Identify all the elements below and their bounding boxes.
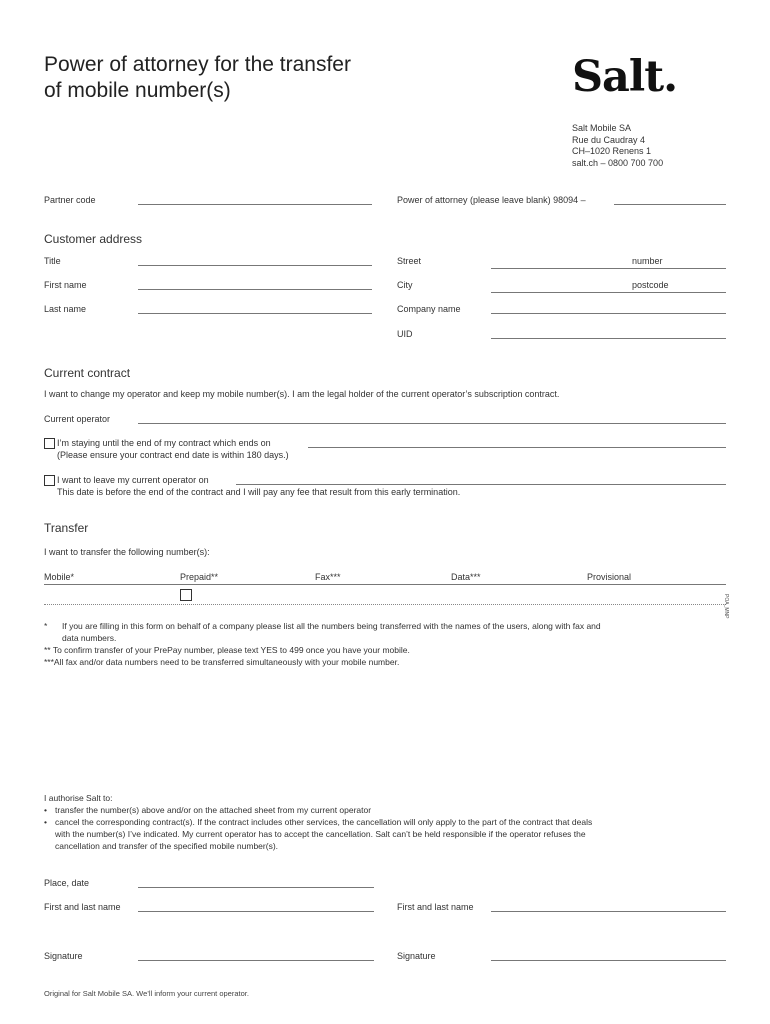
title-line-2: of mobile number(s): [44, 79, 231, 102]
footnote-1-line2: data numbers.: [62, 633, 117, 643]
address-line: CH–1020 Renens 1: [572, 146, 652, 156]
first-name-field[interactable]: [138, 289, 372, 290]
column-prepaid: Prepaid**: [180, 572, 219, 582]
last-name-field[interactable]: [138, 313, 372, 314]
title-label: Title: [44, 256, 61, 266]
postcode-label: postcode: [632, 280, 669, 290]
option2-line1: I want to leave my current operator on: [57, 475, 209, 485]
street-field[interactable]: [491, 268, 726, 269]
stay-until-end-checkbox[interactable]: [44, 438, 55, 449]
current-operator-label: Current operator: [44, 414, 111, 424]
footnote-1-line1: If you are filling in this form on behalf of a company please list all the numbers being transferred with the names of the users, along with fax and: [62, 621, 601, 631]
first-last-name-field-right[interactable]: [491, 911, 726, 912]
bullet-icon: •: [44, 817, 47, 827]
footnote-3: ***All fax and/or data numbers need to be transferred simultaneously with your mobile number.: [44, 657, 400, 667]
leave-early-checkbox[interactable]: [44, 475, 55, 486]
signature-label-left: Signature: [44, 951, 83, 961]
first-last-name-field-left[interactable]: [138, 911, 374, 912]
prepaid-checkbox[interactable]: [180, 589, 192, 601]
customer-address-heading: Customer address: [44, 232, 143, 246]
address-line: salt.ch – 0800 700 700: [572, 157, 664, 168]
footnote-2: ** To confirm transfer of your PrePay number, please text YES to 499 once you have your mobile.: [44, 645, 410, 655]
bullet-2-line1: cancel the corresponding contract(s). If the contract includes other services, the cancellation will only apply to the part of the contract that deals: [55, 817, 593, 827]
signature-field-right[interactable]: [491, 960, 726, 961]
authorise-intro: I authorise Salt to:: [44, 793, 113, 803]
city-field[interactable]: [491, 292, 726, 293]
column-fax: Fax***: [315, 572, 341, 582]
current-operator-field[interactable]: [138, 423, 726, 424]
partner-code-label: Partner code: [44, 195, 96, 205]
bullet-2-line3: cancellation and transfer of the specified mobile number(s).: [55, 841, 279, 851]
contract-end-date-field[interactable]: [308, 447, 726, 448]
city-label: City: [397, 280, 413, 290]
poa-number-field[interactable]: [614, 204, 726, 205]
option1-line2: (Please ensure your contract end date is within 180 days.): [57, 450, 289, 460]
title-field[interactable]: [138, 265, 372, 266]
column-mobile: Mobile*: [44, 572, 75, 582]
address-line: Salt Mobile SA: [572, 123, 632, 133]
first-last-name-label-left: First and last name: [44, 902, 121, 912]
footnote-1: [62, 620, 727, 644]
column-data: Data***: [451, 572, 481, 582]
poa-label: Power of attorney (please leave blank) 98094 –: [397, 195, 586, 205]
form-code: POA_MNP: [723, 594, 729, 619]
transfer-heading: Transfer: [44, 521, 89, 535]
street-label: Street: [397, 256, 422, 266]
title-line-1: Power of attorney for the transfer: [44, 53, 351, 76]
transfer-intro: I want to transfer the following number(s):: [44, 547, 210, 557]
page-title: [44, 52, 351, 104]
bullet-2-line2: with the number(s) I’ve indicated. My current operator has to accept the cancellation. Salt can’t be held responsible if the operator refuses the: [55, 829, 586, 839]
partner-code-field[interactable]: [138, 204, 372, 205]
company-address: [572, 123, 663, 169]
number-label: number: [632, 256, 663, 266]
signature-field-left[interactable]: [138, 960, 374, 961]
place-date-field[interactable]: [138, 887, 374, 888]
uid-label: UID: [397, 329, 413, 339]
option2-line2: This date is before the end of the contract and I will pay any fee that result from this early termination.: [57, 487, 461, 497]
contract-intro: I want to change my operator and keep my mobile number(s). I am the legal holder of the current operator’s subscription contract.: [44, 389, 560, 399]
address-line: Rue du Caudray 4: [572, 134, 646, 145]
uid-field[interactable]: [491, 338, 726, 339]
column-provisional: Provisional: [587, 572, 632, 582]
option1-line1: I’m staying until the end of my contract which ends on: [57, 438, 271, 448]
bullet-icon: •: [44, 805, 47, 815]
company-name-field[interactable]: [491, 313, 726, 314]
first-last-name-label-right: First and last name: [397, 902, 474, 912]
footer-note: Original for Salt Mobile SA. We’ll inform your current operator.: [44, 989, 249, 998]
authorise-bullet-1: transfer the number(s) above and/or on the attached sheet from my current operator: [55, 805, 372, 815]
signature-label-right: Signature: [397, 951, 436, 961]
current-contract-heading: Current contract: [44, 366, 131, 380]
place-date-label: Place, date: [44, 878, 90, 888]
table-header-rule: [44, 584, 726, 585]
company-name-label: Company name: [397, 304, 461, 314]
first-name-label: First name: [44, 280, 87, 290]
authorise-bullet-2: [55, 816, 735, 852]
last-name-label: Last name: [44, 304, 87, 314]
leave-date-field[interactable]: [236, 484, 726, 485]
transfer-row-line[interactable]: [44, 604, 726, 605]
footnote-1-mark: *: [44, 621, 48, 631]
salt-logo: Salt.: [572, 52, 678, 102]
